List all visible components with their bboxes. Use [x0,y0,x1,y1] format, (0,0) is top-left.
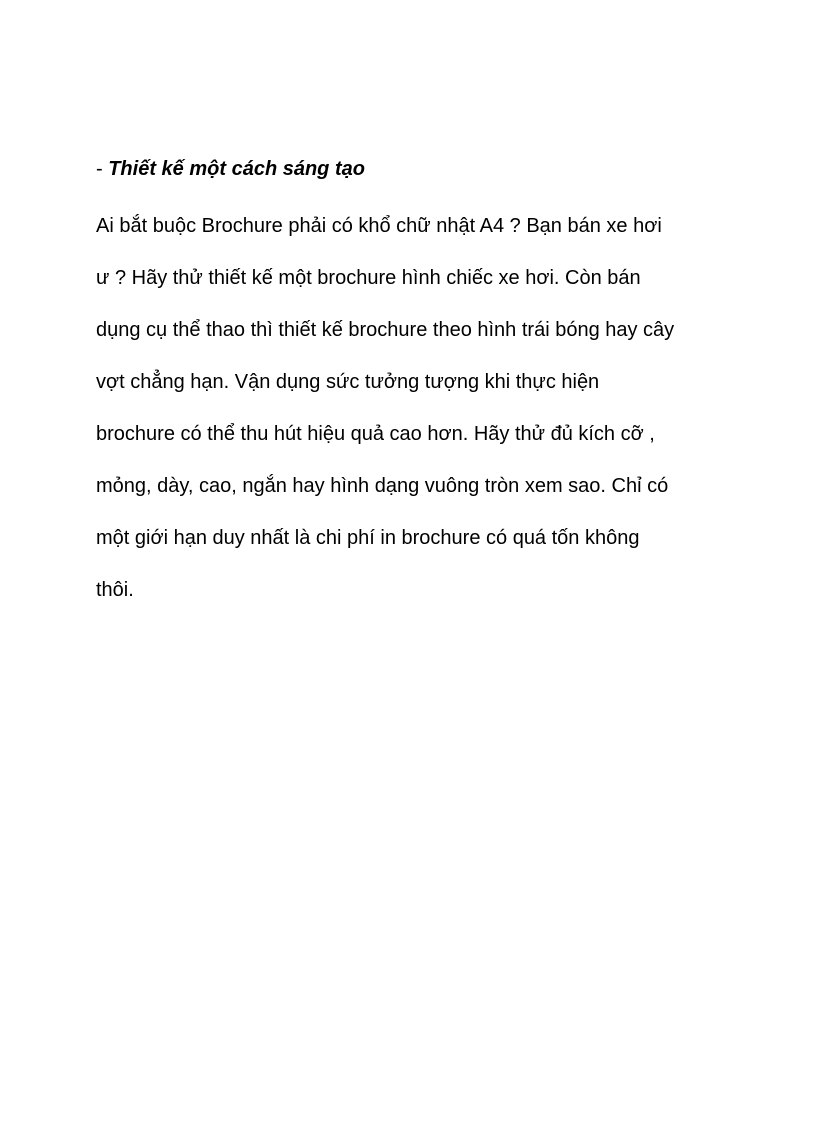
paragraph-line-2: ư ? Hãy thử thiết kế một brochure hình chiếc xe hơi. Còn bán [96,267,641,289]
section-heading [96,149,736,189]
heading-dash: - [96,158,109,180]
document-content [96,149,736,616]
paragraph-line-7: một giới hạn duy nhất là chi phí in brochure có quá tốn không [96,527,640,549]
paragraph-line-8: thôi. [96,579,134,601]
paragraph-line-6: mỏng, dày, cao, ngắn hay hình dạng vuông tròn xem sao. Chỉ có [96,475,669,497]
heading-title: Thiết kế một cách sáng tạo [108,158,365,180]
paragraph-line-1: Ai bắt buộc Brochure phải có khổ chữ nhật A4 ? Bạn bán xe hơi [96,215,662,237]
paragraph-line-5: brochure có thể thu hút hiệu quả cao hơn. Hãy thử đủ kích cỡ , [96,423,655,445]
paragraph [96,200,736,616]
paragraph-line-4: vợt chẳng hạn. Vận dụng sức tưởng tượng khi thực hiện [96,371,600,393]
paragraph-line-3: dụng cụ thể thao thì thiết kế brochure theo hình trái bóng hay cây [96,319,675,341]
